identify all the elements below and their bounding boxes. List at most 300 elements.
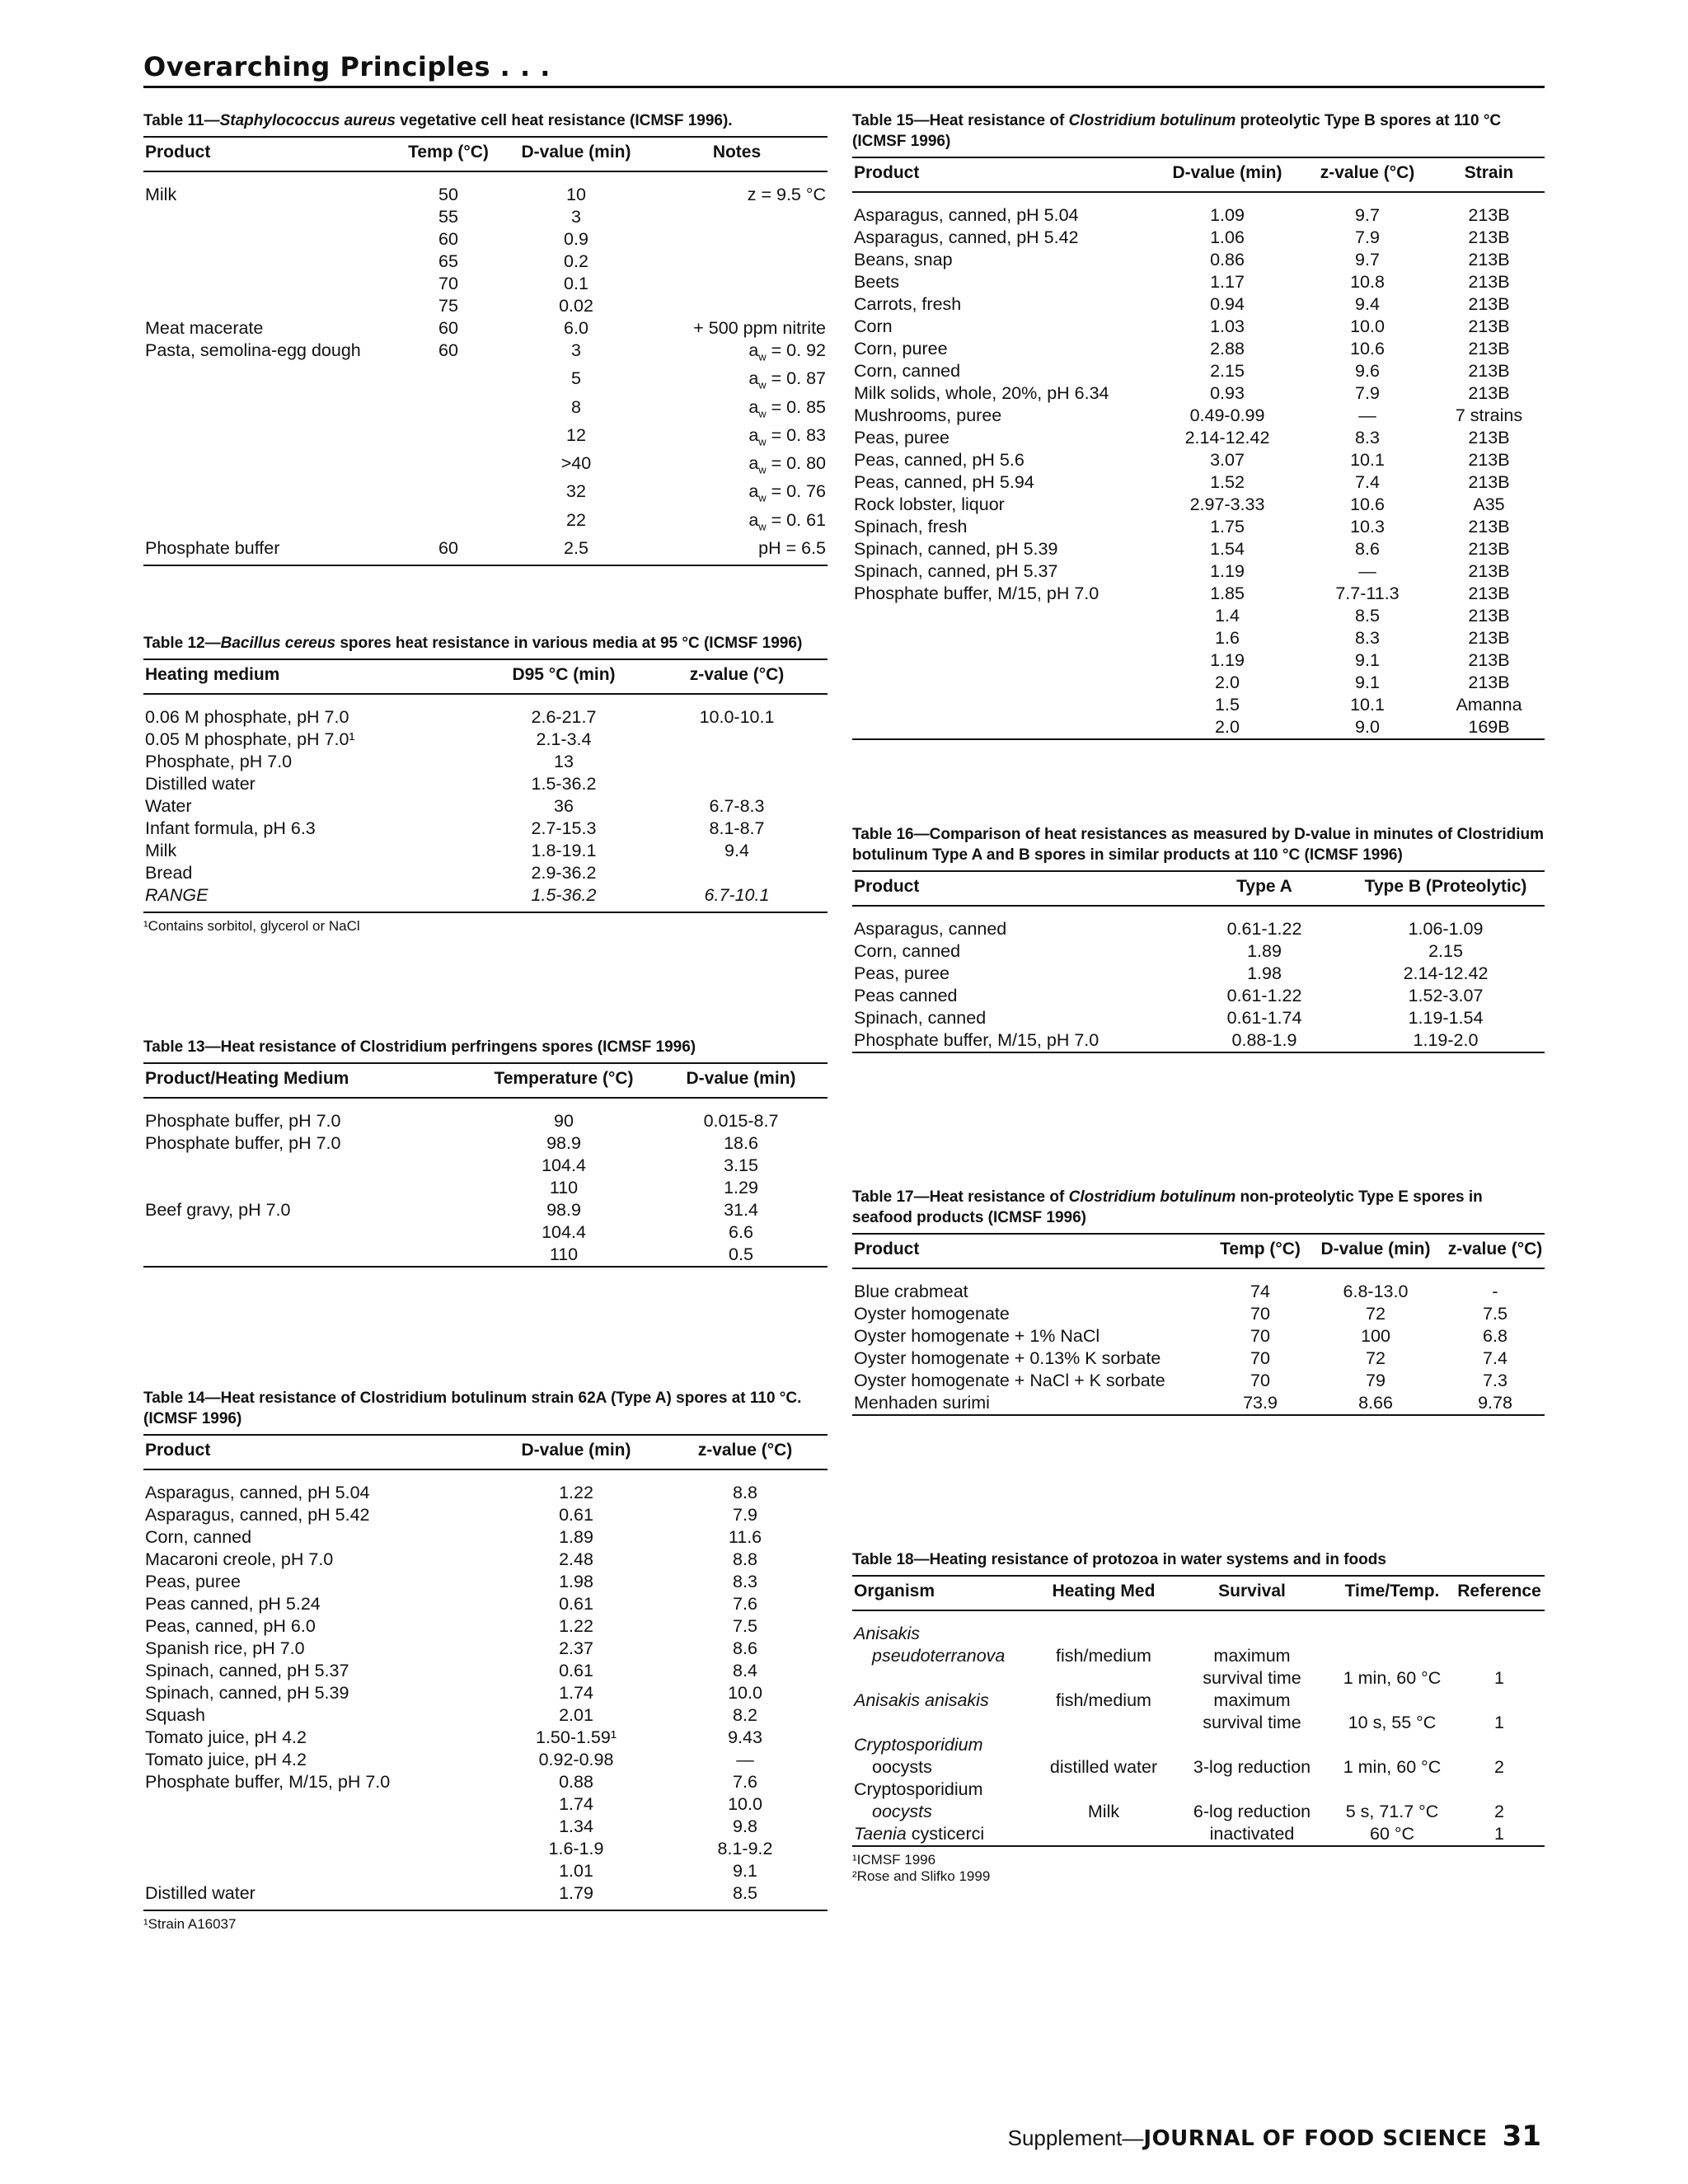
table-cell: Cryptosporidium — [854, 1735, 983, 1755]
table-footnote: ²Rose and Slifko 1999 — [852, 1868, 991, 1884]
table-row — [143, 1838, 828, 1860]
table-cell: Spinach, fresh — [854, 517, 968, 537]
table-row — [143, 862, 828, 884]
column-header: Strain — [1433, 157, 1545, 192]
table-cell: Corn, canned — [854, 941, 961, 961]
table-cell — [1330, 1645, 1454, 1667]
table-cell: 0.2 — [564, 251, 588, 271]
table-cell: 213B — [1468, 250, 1510, 269]
table-row — [852, 1779, 1545, 1801]
table-cell: 70 — [1250, 1304, 1270, 1324]
table-cell: oocysts — [872, 1802, 932, 1821]
table-cell: 2.0 — [1215, 673, 1240, 692]
table-cell: 2.1-3.4 — [536, 729, 592, 749]
table-cell: - — [1492, 1282, 1498, 1301]
table-cell: 6.0 — [564, 318, 588, 338]
table-cell — [646, 273, 828, 295]
table-cell: 1 — [1494, 1668, 1504, 1688]
table-cell: 213B — [1468, 561, 1510, 581]
table-row — [143, 317, 828, 340]
table-cell: Infant formula, pH 6.3 — [145, 818, 316, 838]
table-row — [852, 694, 1545, 716]
table-cell: Cryptosporidium — [854, 1779, 983, 1799]
table-cell: 1.98 — [559, 1572, 593, 1591]
table-cell: 1.98 — [1247, 963, 1282, 983]
table-cell — [143, 1860, 490, 1882]
column-header: Product — [852, 157, 1153, 192]
table-cell: 1.54 — [1210, 539, 1245, 559]
table-cell: Oyster homogenate + 0.13% K sorbate — [854, 1348, 1161, 1368]
table-cell: 7.7-11.3 — [1335, 583, 1400, 603]
table-cell: 7.5 — [1483, 1304, 1507, 1324]
table-cell: 7.4 — [1483, 1348, 1507, 1368]
table-row — [143, 840, 828, 862]
table-cell: 2.14-12.42 — [1184, 428, 1270, 448]
table-caption: Table 18—Heating resistance of protozoa in water systems and in foods — [852, 1551, 1386, 1568]
table-14 — [143, 1388, 828, 1933]
table-cell: 0.93 — [1210, 383, 1245, 403]
table-cell: 8.1-9.2 — [717, 1839, 773, 1858]
table-cell — [391, 424, 506, 452]
table-cell: 213B — [1468, 606, 1510, 626]
table-cell: 55 — [438, 207, 458, 227]
column-header: D95 °C (min) — [481, 659, 646, 694]
table-cell: fish/medium — [1056, 1646, 1151, 1666]
table-cell: 1 — [1494, 1713, 1504, 1732]
table-cell: 31.4 — [724, 1200, 758, 1220]
table-row — [143, 396, 828, 424]
table-row — [852, 1007, 1545, 1029]
table-row — [143, 1571, 828, 1593]
table-cell: 1.19-2.0 — [1413, 1030, 1479, 1050]
table-row — [143, 424, 828, 452]
table-cell: Spinach, canned, pH 5.37 — [854, 561, 1058, 581]
table-cell: 8.6 — [733, 1638, 757, 1658]
table-cell — [143, 480, 391, 509]
table-cell: + 500 ppm nitrite — [693, 318, 826, 338]
table-caption: Table 12—Bacillus cereus spores heat resistance in various media at 95 °C (ICMSF 1996) — [143, 635, 803, 652]
table-cell — [143, 228, 391, 251]
table-row — [143, 795, 828, 818]
table-row — [852, 605, 1545, 627]
table-cell: 1.89 — [1247, 941, 1282, 961]
table-row — [143, 1771, 828, 1793]
column-header: Type B (Proteolytic) — [1347, 871, 1545, 906]
table-row — [143, 884, 828, 912]
table-row — [852, 192, 1545, 227]
table-cell: 60 — [438, 318, 458, 338]
table-cell: 2.15 — [1428, 941, 1463, 961]
table-cell — [852, 649, 1153, 672]
table-row — [852, 716, 1545, 739]
table-cell: Menhaden surimi — [854, 1393, 990, 1413]
table-cell: 0.88 — [559, 1772, 593, 1792]
table-row — [143, 1155, 828, 1177]
table-row — [143, 171, 828, 206]
table-row — [852, 538, 1545, 560]
table-cell: — — [1358, 405, 1376, 425]
table-cell: Phosphate, pH 7.0 — [145, 752, 293, 771]
table-cell: 213B — [1468, 361, 1510, 381]
table-cell: 213B — [1468, 294, 1510, 314]
table-cell: 10.8 — [1350, 272, 1385, 292]
table-cell: 1.52 — [1210, 472, 1245, 492]
table-cell: 213B — [1468, 673, 1510, 692]
table-row — [852, 1392, 1545, 1415]
table-cell: Beets — [854, 272, 899, 292]
table-cell — [1454, 1779, 1545, 1801]
table-cell: Peas, canned, pH 5.94 — [854, 472, 1034, 492]
table-cell — [1034, 1823, 1174, 1846]
table-row — [852, 1756, 1545, 1779]
table-cell: 11.6 — [728, 1527, 762, 1547]
table-cell: 73.9 — [1243, 1393, 1278, 1413]
table-row — [852, 271, 1545, 293]
table-cell: 10 s, 55 °C — [1348, 1713, 1437, 1732]
table-cell: 10.1 — [1350, 450, 1385, 470]
column-header: z-value (°C) — [1301, 157, 1433, 192]
table-row — [143, 1615, 828, 1638]
table-cell: 0.06 M phosphate, pH 7.0 — [145, 707, 349, 727]
table-row — [852, 940, 1545, 963]
table-cell: 0.61-1.74 — [1226, 1008, 1302, 1028]
table-cell — [852, 716, 1153, 739]
table-cell: 0.92-0.98 — [538, 1750, 614, 1769]
table-cell: 1.6-1.9 — [548, 1839, 604, 1858]
table-row — [852, 1325, 1545, 1347]
table-cell: Meat macerate — [145, 318, 264, 338]
table-cell: 9.1 — [733, 1861, 757, 1881]
table-cell: RANGE — [143, 884, 481, 912]
table-cell — [852, 1667, 1034, 1690]
table-cell: Corn, puree — [854, 339, 948, 359]
table-cell: 1.03 — [1210, 316, 1245, 336]
table-cell: 1.85 — [1210, 583, 1245, 603]
table-cell: Spinach, canned, pH 5.39 — [145, 1683, 349, 1703]
table-cell: 7.6 — [733, 1772, 757, 1792]
table-cell: 1.4 — [1215, 606, 1240, 626]
table-cell — [391, 452, 506, 480]
table-cell: 18.6 — [724, 1133, 758, 1153]
table-cell: 10.0 — [728, 1683, 762, 1703]
table-cell: 70 — [438, 274, 458, 293]
table-cell: Oyster homogenate — [854, 1304, 1010, 1324]
table-cell: Oyster homogenate + NaCl + K sorbate — [854, 1371, 1165, 1390]
table-row — [852, 360, 1545, 382]
column-header: Product — [852, 1234, 1215, 1268]
table-cell: 0.5 — [729, 1244, 753, 1264]
table-cell: 1.50-1.59¹ — [535, 1727, 617, 1747]
table-row — [143, 1793, 828, 1816]
table-cell: 8.3 — [733, 1572, 757, 1591]
table-cell: 0.86 — [1210, 250, 1245, 269]
table-cell: 110 — [549, 1244, 579, 1264]
table-row — [852, 985, 1545, 1007]
table-caption: Table 14—Heat resistance of Clostridium botulinum strain 62A (Type A) spores at 110 °C. (ICMSF 1996) — [143, 1390, 802, 1427]
table-cell: 32 — [566, 481, 586, 502]
table-cell: 0.05 M phosphate, pH 7.0¹ — [145, 729, 355, 749]
table-cell: survival time — [1203, 1668, 1301, 1688]
table-cell: 1 min, 60 °C — [1343, 1668, 1442, 1688]
table-cell — [1454, 1610, 1545, 1645]
table-cell: $a_w = 0$. 61 — [748, 509, 826, 533]
table-cell: Phosphate buffer, M/15, pH 7.0 — [854, 1030, 1100, 1050]
table-cell — [143, 273, 391, 295]
table-cell — [646, 862, 828, 884]
table-cell: 12 — [566, 424, 586, 445]
table-cell: Squash — [145, 1705, 205, 1725]
table-cell: Peas, canned, pH 6.0 — [145, 1616, 316, 1636]
table-cell: Anisakis anisakis — [854, 1690, 989, 1710]
table-cell: 8.66 — [1358, 1393, 1393, 1413]
table-cell: 0.61-1.22 — [1226, 919, 1302, 939]
table-cell: 2.48 — [559, 1549, 593, 1569]
table-cell: 6.6 — [729, 1222, 753, 1242]
table-cell: 3 — [571, 207, 581, 227]
table-cell — [1174, 1734, 1330, 1756]
table-cell: 60 — [391, 537, 506, 565]
table-row — [143, 751, 828, 773]
table-cell: 75 — [438, 296, 458, 316]
table-cell: $a_w = 0$. 85 — [748, 396, 826, 419]
column-header: Time/Temp. — [1330, 1576, 1454, 1610]
column-header: Temp (°C) — [1215, 1234, 1306, 1268]
table-cell: 2.0 — [1215, 717, 1240, 737]
table-cell: 1 — [1494, 1824, 1504, 1844]
table-cell: 213B — [1468, 628, 1510, 648]
column-header: Type A — [1182, 871, 1347, 906]
table-cell: 8.5 — [1355, 606, 1380, 626]
table-cell — [1454, 1645, 1545, 1667]
table-cell: Mushrooms, puree — [854, 405, 1002, 425]
table-row — [143, 1816, 828, 1838]
table-cell: Peas canned, pH 5.24 — [145, 1594, 321, 1614]
page-number: 31 — [1502, 2120, 1541, 2153]
footer-prefix: Supplement— — [1007, 2125, 1144, 2150]
column-header: Temperature (°C) — [473, 1063, 654, 1098]
table-cell: 0.9 — [564, 229, 588, 249]
table-cell — [143, 424, 391, 452]
table-cell: 7.9 — [733, 1505, 757, 1525]
table-cell: Pasta, semolina-egg dough — [145, 340, 361, 360]
table-cell: Asparagus, canned — [854, 919, 1007, 939]
table-cell: Phosphate buffer, M/15, pH 7.0 — [854, 583, 1100, 603]
journal-name: JOURNAL OF FOOD SCIENCE — [1143, 2126, 1488, 2151]
table-cell — [143, 1838, 490, 1860]
table-row — [852, 516, 1545, 538]
table-cell: 1.06 — [1210, 227, 1245, 247]
table-cell: 1.5-36.2 — [531, 774, 597, 794]
column-header: D-value (min) — [506, 137, 646, 171]
table-cell: distilled water — [1049, 1757, 1158, 1777]
table-cell: 9.4 — [1355, 294, 1380, 314]
table-cell: 2.7-15.3 — [531, 818, 597, 838]
table-footnote: ¹Contains sorbitol, glycerol or NaCl — [143, 918, 360, 934]
table-cell: 213B — [1468, 450, 1510, 470]
table-cell: 213B — [1468, 316, 1510, 336]
table-cell — [143, 1793, 490, 1816]
table-cell: 1.06-1.09 — [1408, 919, 1484, 939]
table-cell — [852, 672, 1153, 694]
table-row — [143, 273, 828, 295]
column-header: Notes — [646, 137, 828, 171]
table-cell: survival time — [1203, 1713, 1301, 1732]
table-cell: 13 — [554, 752, 574, 771]
table-row — [143, 773, 828, 795]
table-cell: 0.61-1.22 — [1226, 986, 1302, 1005]
table-cell: 5 s, 71.7 °C — [1345, 1802, 1439, 1821]
table-cell: 6.8-13.0 — [1343, 1282, 1409, 1301]
table-cell: 2.37 — [559, 1638, 593, 1658]
table-cell: 74 — [1250, 1282, 1270, 1301]
table-row — [852, 227, 1545, 249]
table-row — [852, 316, 1545, 338]
column-header: Survival — [1174, 1576, 1330, 1610]
table-cell: Milk solids, whole, 20%, pH 6.34 — [854, 383, 1109, 403]
table-cell: 7.4 — [1355, 472, 1380, 492]
table-row — [143, 340, 828, 368]
table-row — [143, 1704, 828, 1727]
table-cell: 213B — [1468, 539, 1510, 559]
table-cell: maximum — [1213, 1646, 1291, 1666]
table-row — [143, 1682, 828, 1704]
table-cell — [1034, 1779, 1174, 1801]
table-cell: 10.6 — [1350, 339, 1385, 359]
table-13 — [143, 1037, 828, 1268]
table-row — [143, 251, 828, 273]
table-cell: 213B — [1468, 472, 1510, 492]
table-row — [852, 494, 1545, 516]
table-cell: Milk — [1087, 1802, 1120, 1821]
table-cell: 1.89 — [559, 1527, 593, 1547]
table-cell: Corn, canned — [854, 361, 961, 381]
table-cell: 72 — [1366, 1304, 1386, 1324]
table-cell: Carrots, fresh — [854, 294, 962, 314]
table-cell: pseudoterranova — [872, 1646, 1006, 1666]
table-cell: 213B — [1468, 650, 1510, 670]
table-cell: 3.07 — [1210, 450, 1245, 470]
table-cell: 9.7 — [1355, 205, 1380, 225]
table-row — [143, 1749, 828, 1771]
table-cell: 8.8 — [733, 1549, 757, 1569]
table-cell: Tomato juice, pH 4.2 — [145, 1727, 307, 1747]
table-row — [852, 1303, 1545, 1325]
table-cell: Spinach, canned, pH 5.37 — [145, 1661, 349, 1680]
table-cell: 1.8-19.1 — [531, 841, 597, 860]
table-cell: 0.015-8.7 — [703, 1111, 779, 1131]
table-cell: Phosphate buffer, pH 7.0 — [145, 1133, 341, 1153]
column-header: Reference — [1454, 1576, 1545, 1610]
table-cell — [646, 206, 828, 228]
table-cell: Peas canned — [854, 986, 958, 1005]
table-row — [143, 1638, 828, 1660]
table-row — [143, 1882, 828, 1910]
column-header: D-value (min) — [490, 1435, 663, 1469]
table-cell: 6.8 — [1483, 1326, 1507, 1346]
table-row — [852, 627, 1545, 649]
table-cell: Rock lobster, liquor — [854, 494, 1005, 514]
table-cell — [1330, 1779, 1454, 1801]
table-cell: 7.9 — [1355, 383, 1380, 403]
table-cell: 5 — [571, 368, 581, 389]
column-header: Organism — [852, 1576, 1034, 1610]
table-cell: 2.6-21.7 — [531, 707, 597, 727]
table-cell: 9.1 — [1355, 650, 1380, 670]
table-cell: 9.8 — [733, 1816, 757, 1836]
table-cell: $a_w = 0$. 92 — [748, 340, 826, 363]
table-row — [143, 729, 828, 751]
table-cell: $a_w = 0$. 87 — [748, 368, 826, 391]
table-cell: 8.2 — [733, 1705, 757, 1725]
table-cell: 0.88-1.9 — [1231, 1030, 1297, 1050]
table-row — [852, 1690, 1545, 1712]
table-cell: Beans, snap — [854, 250, 953, 269]
table-cell: 1.22 — [559, 1616, 593, 1636]
table-cell — [1174, 1779, 1330, 1801]
table-cell — [852, 627, 1153, 649]
table-row — [143, 1549, 828, 1571]
table-row — [143, 818, 828, 840]
table-cell: Taenia cysticerci — [854, 1824, 985, 1844]
table-cell: 7.6 — [733, 1594, 757, 1614]
table-cell: Peas, puree — [854, 963, 950, 983]
table-cell: 9.7 — [1355, 250, 1380, 269]
table-cell — [143, 1244, 473, 1267]
table-row — [852, 1823, 1545, 1846]
table-cell: Spanish rice, pH 7.0 — [145, 1638, 305, 1658]
table-cell: $a_w = 0$. 80 — [748, 453, 826, 476]
table-cell: 10.0-10.1 — [699, 707, 775, 727]
table-cell — [143, 251, 391, 273]
table-row — [852, 1667, 1545, 1690]
column-header: D-value (min) — [1306, 1234, 1446, 1268]
table-15 — [852, 110, 1545, 740]
table-row — [143, 480, 828, 509]
table-cell: $a_w = 0$. 83 — [748, 424, 826, 448]
table-cell: 98.9 — [546, 1200, 581, 1220]
table-row — [852, 249, 1545, 271]
table-cell: 1.74 — [559, 1683, 593, 1703]
table-cell: 1.17 — [1210, 272, 1245, 292]
table-cell: Spinach, canned — [854, 1008, 987, 1028]
column-header: Heating medium — [143, 659, 481, 694]
table-cell: 8.6 — [1355, 539, 1380, 559]
table-cell — [1034, 1667, 1174, 1690]
table-cell: Milk — [145, 185, 177, 204]
table-row — [143, 452, 828, 480]
table-cell: z = 9.5 °C — [747, 185, 826, 204]
table-row — [852, 1029, 1545, 1052]
table-row — [852, 1712, 1545, 1734]
table-cell: 100 — [1361, 1326, 1390, 1346]
table-row — [143, 228, 828, 251]
table-cell: Phosphate buffer — [143, 537, 391, 565]
table-cell: 1.79 — [490, 1882, 663, 1910]
table-cell — [646, 773, 828, 795]
table-cell: Distilled water — [143, 1882, 490, 1910]
column-header: Product — [143, 137, 391, 171]
column-header: z-value (°C) — [1446, 1234, 1545, 1268]
table-cell: 8.3 — [1355, 428, 1380, 448]
table-cell: Corn, canned — [145, 1527, 252, 1547]
table-cell: 6.7-8.3 — [709, 796, 765, 816]
table-cell: 1.22 — [559, 1483, 593, 1502]
table-row — [143, 295, 828, 317]
table-cell: Amanna — [1456, 695, 1522, 715]
table-cell: Distilled water — [145, 774, 256, 794]
table-cell: 10.0 — [1350, 316, 1385, 336]
table-row — [143, 1469, 828, 1504]
